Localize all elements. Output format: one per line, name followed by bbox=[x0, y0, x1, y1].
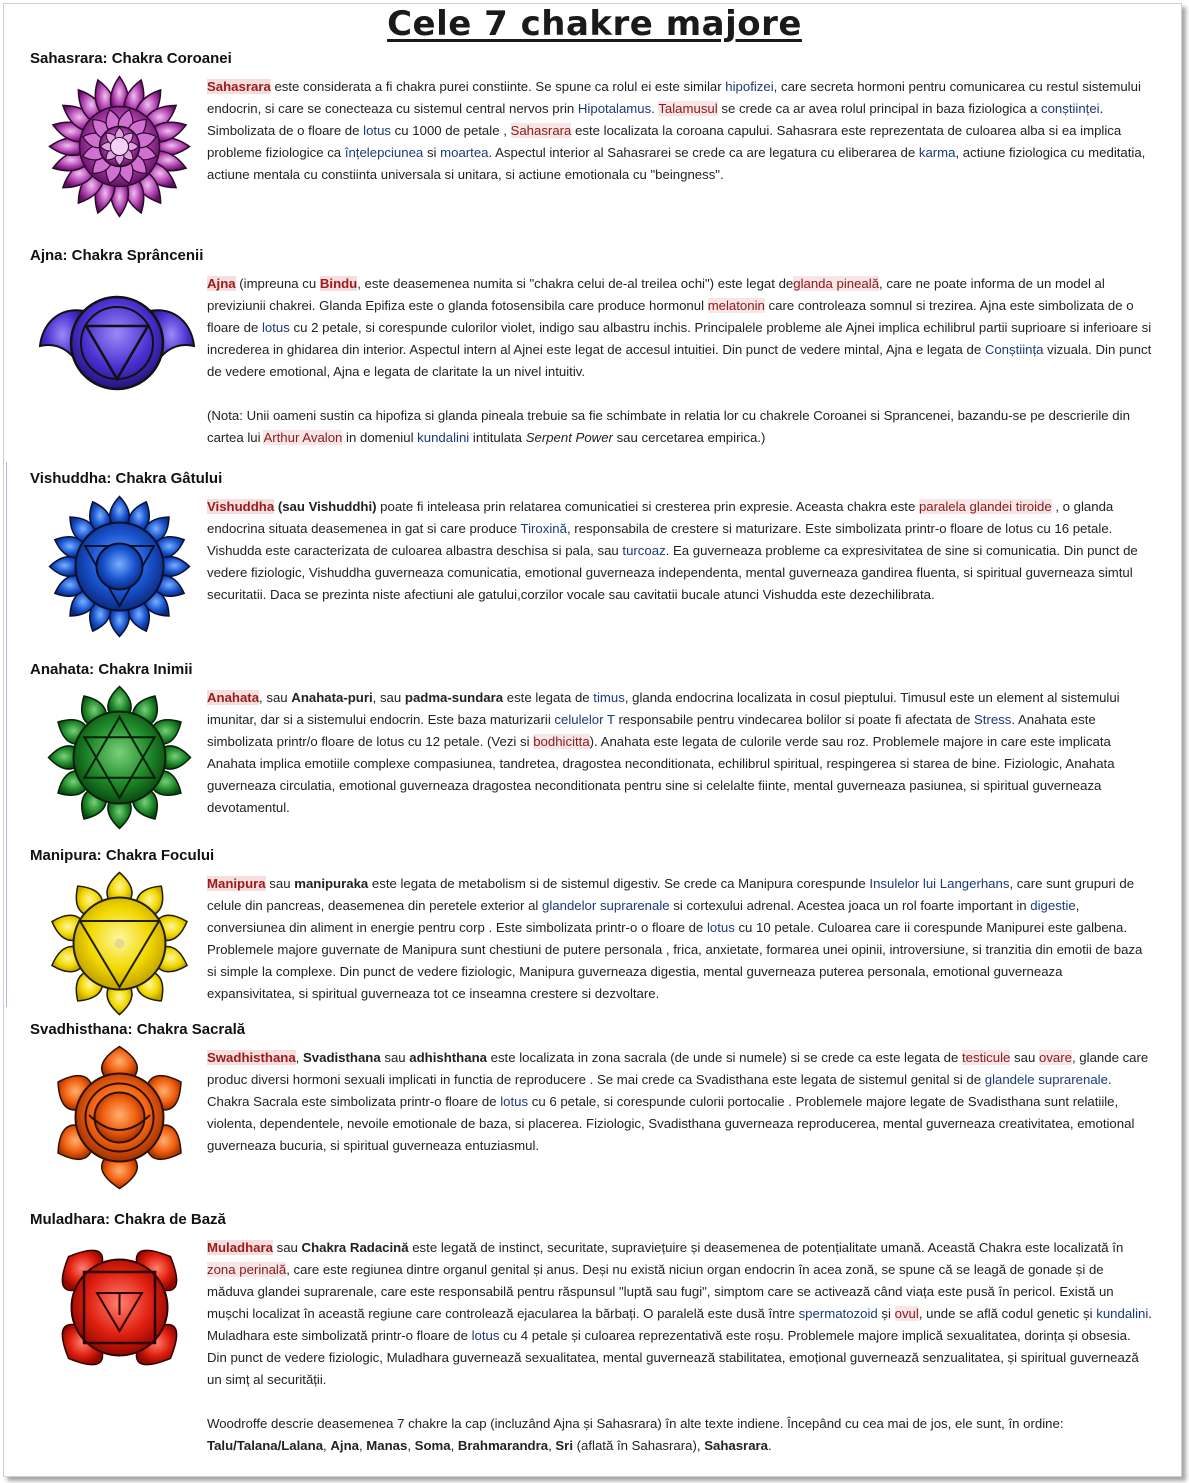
text-run: (Nota: Unii oameni sustin ca hipofiza si glanda pineala trebuie sa fie schimbate in relatia lor cu chakrele Coroanei si Sprancenei, bazandu-se pe descrierile din cartea lui bbox=[207, 408, 1130, 445]
text-run: cu 2 petale, si corespunde culorilor violet, indigo sau albastru inchis. Principalele probleme ale Ajnei implica echilibrul partii suprioare si inferioare si increderea in ghidarea din interior. Aspectul intern al Ajnei este legat de accesul intuitiei. Din punct de vedere mintal, Ajna e legata de bbox=[207, 320, 1152, 357]
text-run: . bbox=[651, 101, 659, 116]
text-run: . bbox=[768, 1438, 772, 1453]
text-run: , conversiunea din aliment in energie pentru corp . Este simbolizata printr-o o floare de bbox=[207, 898, 1080, 935]
section-text bbox=[207, 273, 1152, 449]
keyword: Ajna bbox=[207, 276, 236, 291]
text-run: , sau bbox=[259, 690, 292, 705]
keyword: Swadhisthana bbox=[207, 1050, 296, 1065]
text-run: , sau bbox=[372, 690, 405, 705]
text-run: si cortexului adrenal. Acestea joaca un rol foarte important in bbox=[669, 898, 1031, 913]
section-heading: Svadhisthana: Chakra Sacrală bbox=[30, 1021, 246, 1038]
section-text bbox=[207, 1047, 1152, 1157]
section-text bbox=[207, 1237, 1152, 1457]
book-title: Serpent Power bbox=[525, 430, 613, 445]
text-run: sau bbox=[265, 876, 295, 891]
bold-run: (sau Vishuddhi) bbox=[274, 499, 377, 514]
text-run: , bbox=[295, 1050, 303, 1065]
link[interactable]: Conștiința bbox=[984, 342, 1044, 357]
text-run: , glanda endocrina localizata in cosul pieptului. Timusul este un element al sistemului imunitar, dar si a sistemului endocrin. Este baza maturizarii bbox=[207, 690, 1120, 727]
text-run: sau cercetarea empirica.) bbox=[612, 430, 766, 445]
section-heading: Muladhara: Chakra de Bază bbox=[30, 1211, 226, 1228]
text-run: . Chakra Sacrala este simbolizata printr-o floare de bbox=[207, 1072, 1112, 1109]
link[interactable]: conștiinței bbox=[1040, 101, 1100, 116]
link[interactable]: kundalini bbox=[1096, 1306, 1149, 1321]
text-run: Woodroffe descrie deasemenea 7 chakre la cap (incluzând Ajna și Sahasrara) în alte texte indiene. Începând cu cea mai de jos, ele sunt, în ordine: bbox=[207, 1416, 1064, 1431]
bold-run: manipuraka bbox=[294, 876, 369, 891]
text-run: , glande care produc diversi hormoni sexuali implicati in functia de reproducere . Se mai crede ca Svadisthana este legata de sistemul genital si de bbox=[207, 1050, 1149, 1087]
bold-run: padma-sundara bbox=[404, 690, 504, 705]
text-run: , care secreta hormoni pentru comunicarea cu restul sistemului endocrin, si care se conecteaza cu sistemul central nervos prin bbox=[207, 79, 1141, 116]
bold-run: Chakra Radacină bbox=[301, 1240, 409, 1255]
link[interactable]: glandele suprarenale bbox=[984, 1072, 1108, 1087]
link[interactable]: Tiroxină bbox=[520, 521, 567, 536]
ajna-eye-icon bbox=[33, 271, 201, 416]
link[interactable]: Stress bbox=[974, 712, 1012, 727]
bold-run: Talu/Talana/Lalana bbox=[207, 1438, 324, 1453]
bold-run: Sri bbox=[555, 1438, 573, 1453]
text-run: sau bbox=[380, 1050, 410, 1065]
link[interactable]: timus bbox=[593, 690, 625, 705]
text-run: , bbox=[358, 1438, 367, 1453]
link[interactable]: Talamusul bbox=[658, 101, 718, 116]
text-run: . Simbolizata de o floare de bbox=[207, 101, 1104, 138]
section-heading: Sahasrara: Chakra Coroanei bbox=[30, 50, 232, 67]
link[interactable]: hipofizei bbox=[725, 79, 774, 94]
muladhara-square-icon bbox=[47, 1235, 192, 1380]
link[interactable]: Insulelor lui Langerhans bbox=[869, 876, 1010, 891]
link[interactable]: lotus bbox=[471, 1328, 500, 1343]
anahata-star-icon bbox=[47, 685, 192, 830]
text-run: poate fi inteleasa prin relatarea comunicatiei si cresterea prin expresie. Aceasta chakra este bbox=[376, 499, 919, 514]
keyword: Muladhara bbox=[207, 1240, 273, 1255]
text-run: ). Anahata este legata de culorile verde sau roz. Problemele majore in care este implicata Anahata implica emotiile complexe compasiunea, tandretea, dragostea neconditionata, echilibrul spiritual, respingerea si starea de bine. Fiziologic, Anahata guverneaza circulatia, emotional guverneaza dragostea neconditionata pentru sine si celelalte fiinte, mental guverneaza pasiunea, si spiritual guverneaza devotamentul. bbox=[207, 734, 1115, 815]
link[interactable]: digestie bbox=[1030, 898, 1076, 913]
text-run: cu 6 petale, si corespunde culorii portocalie . Problemele majore legate de Svadisthana sunt relatiile, violenta, dependentele, nevoile emotionale de baza, si placerea. Fiziologic, Svadisthana guverneaza reproducerea, mental guverneaza creativitatea, emotional guverneaza bucuria, si spiritual guverneaza entuziasmul. bbox=[207, 1094, 1135, 1153]
text-run: , o glanda endocrina situata deasemenea in gat si care produce bbox=[207, 499, 1114, 536]
text-run: si bbox=[423, 145, 441, 160]
text-run: este legata de bbox=[503, 690, 594, 705]
link[interactable]: kundalini bbox=[417, 430, 470, 445]
text-run: este considerata a fi chakra purei constiinte. Se spune ca rolul ei este similar bbox=[270, 79, 726, 94]
keyword: Vishuddha bbox=[207, 499, 275, 514]
bold-run: Sahasrara bbox=[704, 1438, 768, 1453]
text-run: (aflată în Sahasrara), bbox=[572, 1438, 705, 1453]
text-run: in domeniul bbox=[342, 430, 418, 445]
text-run: este legata de metabolism si de sistemul digestiv. Se crede ca Manipura corespunde bbox=[368, 876, 870, 891]
text-run: intitulata bbox=[469, 430, 526, 445]
link[interactable]: paralela glandei tiroide bbox=[918, 499, 1052, 514]
svadhisthana-lotus-icon bbox=[47, 1045, 192, 1190]
bold-run: Brahmarandra bbox=[457, 1438, 549, 1453]
keyword: Sahasrara bbox=[207, 79, 271, 94]
sahasrara-lotus-icon bbox=[47, 74, 192, 219]
text-run: vizuala. Din punct de vedere emotional, Ajna e legata de claritate la un nivel intuitiv. bbox=[207, 342, 1152, 379]
bold-run: Manas bbox=[366, 1438, 408, 1453]
link[interactable]: Arthur Avalon bbox=[263, 430, 343, 445]
text-run: , unde se află codul genetic și bbox=[918, 1306, 1097, 1321]
text-run: , care este regiunea dintre organul genital și anus. Deși nu există niciun organ endocrin în acea zonă, se spune că se leagă de gonade și de măduva glandei suprarenale, care este responsabilă pentru răspunsul "luptă sau fugi", simptom care se activează când viața este pusă în pericol. Există un mușchi localizat în această regiune care controlează ejacularea la bărbați. O paralelă este dusă între bbox=[207, 1262, 1114, 1321]
link[interactable]: Sahasrara bbox=[510, 123, 572, 138]
keyword: Manipura bbox=[207, 876, 266, 891]
section-heading: Anahata: Chakra Inimii bbox=[30, 661, 193, 678]
link[interactable]: lotus bbox=[500, 1094, 529, 1109]
text-run: , care sunt grupuri de celule din pancreas, deasemenea din peretele exterior al bbox=[207, 876, 1135, 913]
text-run: (impreuna cu bbox=[235, 276, 320, 291]
link[interactable]: celulelor T bbox=[554, 712, 615, 727]
link[interactable]: lotus bbox=[262, 320, 290, 335]
link[interactable]: zona perinală bbox=[207, 1262, 287, 1277]
text-run: sau bbox=[1010, 1050, 1039, 1065]
margin-line bbox=[6, 462, 7, 1007]
section-heading: Ajna: Chakra Sprâncenii bbox=[30, 247, 204, 264]
text-run: este localizata la coroana capului. Sahasrara este reprezentata de culoarea alba si ea implica probleme fiziologice ca bbox=[207, 123, 1122, 160]
text-run: , care ne poate informa de un model al previziunii chakrei. Glanda Epifiza este o glanda fotosensibila care produce hormonul bbox=[207, 276, 1105, 313]
text-run: care controleaza somnul si trezirea. Ajna este simbolizata de o floare de bbox=[207, 298, 1134, 335]
link[interactable]: bodhicitta bbox=[533, 734, 590, 749]
page-title-wrap bbox=[0, 4, 1189, 44]
text-run: , este deasemenea numita si "chakra celui de-al treilea ochi") este legat de bbox=[357, 276, 794, 291]
text-run: . Anahata este simbolizata printr/o floare de lotus cu 12 petale. (Vezi si bbox=[207, 712, 1096, 749]
bold-run: Anahata-puri bbox=[291, 690, 373, 705]
link[interactable]: glanda pineală bbox=[793, 276, 880, 291]
bold-run: Svadisthana bbox=[303, 1050, 381, 1065]
vishuddha-lotus-icon bbox=[47, 494, 192, 639]
text-run: cu 1000 de petale , bbox=[391, 123, 511, 138]
link[interactable]: înțelepciunea bbox=[344, 145, 424, 160]
section-text bbox=[207, 496, 1152, 606]
bold-run: Soma bbox=[414, 1438, 451, 1453]
keyword: Bindu bbox=[319, 276, 358, 291]
link[interactable]: karma bbox=[918, 145, 956, 160]
text-run: sau bbox=[272, 1240, 302, 1255]
link[interactable]: turcoaz bbox=[622, 543, 666, 558]
page-title: Cele 7 chakre majore bbox=[387, 4, 802, 44]
text-run: , bbox=[548, 1438, 556, 1453]
link[interactable]: ovul bbox=[894, 1306, 919, 1321]
text-run: responsabile pentru vindecarea bolilor si poate fi afectata de bbox=[614, 712, 974, 727]
manipura-triangle-icon bbox=[47, 871, 192, 1016]
text-run: , responsabila de crestere si maturizare. Este simbolizata printr-o floare de lotus cu 16 petale. Vishudda este caracterizata de culoarea albastra deschisa si pala, sau bbox=[207, 521, 1113, 558]
text-run: . Muladhara este simbolizată printr-o floare de bbox=[207, 1306, 1152, 1343]
bold-run: adhishthana bbox=[409, 1050, 487, 1065]
section-heading: Vishuddha: Chakra Gâtului bbox=[30, 470, 223, 487]
section-text bbox=[207, 76, 1152, 186]
link[interactable]: Hipotalamus bbox=[577, 101, 652, 116]
link[interactable]: lotus bbox=[706, 920, 735, 935]
link[interactable]: glandelor suprarenale bbox=[542, 898, 670, 913]
section-heading: Manipura: Chakra Focului bbox=[30, 847, 215, 864]
text-run: . Ea guverneaza probleme ca expresivitatea de sine si comunicatia. Din punct de vedere fiziologic, Vishuddha guverneaza comunicatia, emotional guverneaza independenta, mental guverneaza gandirea fluenta, si spiritual guverneaza simtul securitatii. Daca se prezinta niste afectiuni ale gatului,corzilor vocale sau cavitatii bucale atunci Vishudda este dezechilibrata. bbox=[207, 543, 1138, 602]
text-run: . Aspectul interior al Sahasrarei se crede ca are legatura cu eliberarea de bbox=[488, 145, 919, 160]
link[interactable]: ovare bbox=[1038, 1050, 1072, 1065]
link[interactable]: melatonin bbox=[707, 298, 765, 313]
text-run: cu 10 petale. Culoarea care ii corespunde Manipurei este galbena. Problemele majore guvernate de Manipura sunt chestiuni de putere personala , frica, anxietate, formarea unei opinii, introversiune, si tranzitia din emotii de baza si simple la complexe. Din punct de vedere fiziologic, Manipura guverneaza digestia, mental guverneaza puterea personala, emotional guverneaza expansivitatea, si spiritual guverneaza tot ce inseamna crestere si dezvoltare. bbox=[207, 920, 1143, 1001]
bold-run: Ajna bbox=[330, 1438, 359, 1453]
section-text bbox=[207, 873, 1152, 1005]
text-run: , bbox=[450, 1438, 458, 1453]
text-run: se crede ca ar avea rolul principal in baza fiziologica a bbox=[717, 101, 1041, 116]
text-run: este localizata in zona sacrala (de unde si numele) si se crede ca este legata de bbox=[486, 1050, 962, 1065]
link[interactable]: testicule bbox=[962, 1050, 1011, 1065]
text-run: cu 4 petale și culoarea reprezentativă este roșu. Problemele majore implică sexualitatea, dorința și obsesia. Din punct de vedere fiziologic, Muladhara guvernează sexualitatea, mental guvernează stabilitatea, emoțional guvernează senzualitatea, și spiritual guvernează un simț al securității. bbox=[207, 1328, 1139, 1387]
section-text bbox=[207, 687, 1152, 819]
keyword: Anahata bbox=[207, 690, 260, 705]
text-run: , bbox=[407, 1438, 415, 1453]
text-run: este legată de instinct, securitate, supraviețuire și deasemenea de potențialitate umană. Această Chakra este localizată în bbox=[408, 1240, 1124, 1255]
link[interactable]: lotus bbox=[363, 123, 392, 138]
link[interactable]: moartea bbox=[440, 145, 489, 160]
text-run: și bbox=[877, 1306, 895, 1321]
text-run: , actiune fiziologica cu meditatia, actiune mentala cu constiinta universala si unitara, si actiune emotionala cu "beingness". bbox=[207, 145, 1146, 182]
text-run: , bbox=[323, 1438, 331, 1453]
link[interactable]: spermatozoid bbox=[798, 1306, 878, 1321]
